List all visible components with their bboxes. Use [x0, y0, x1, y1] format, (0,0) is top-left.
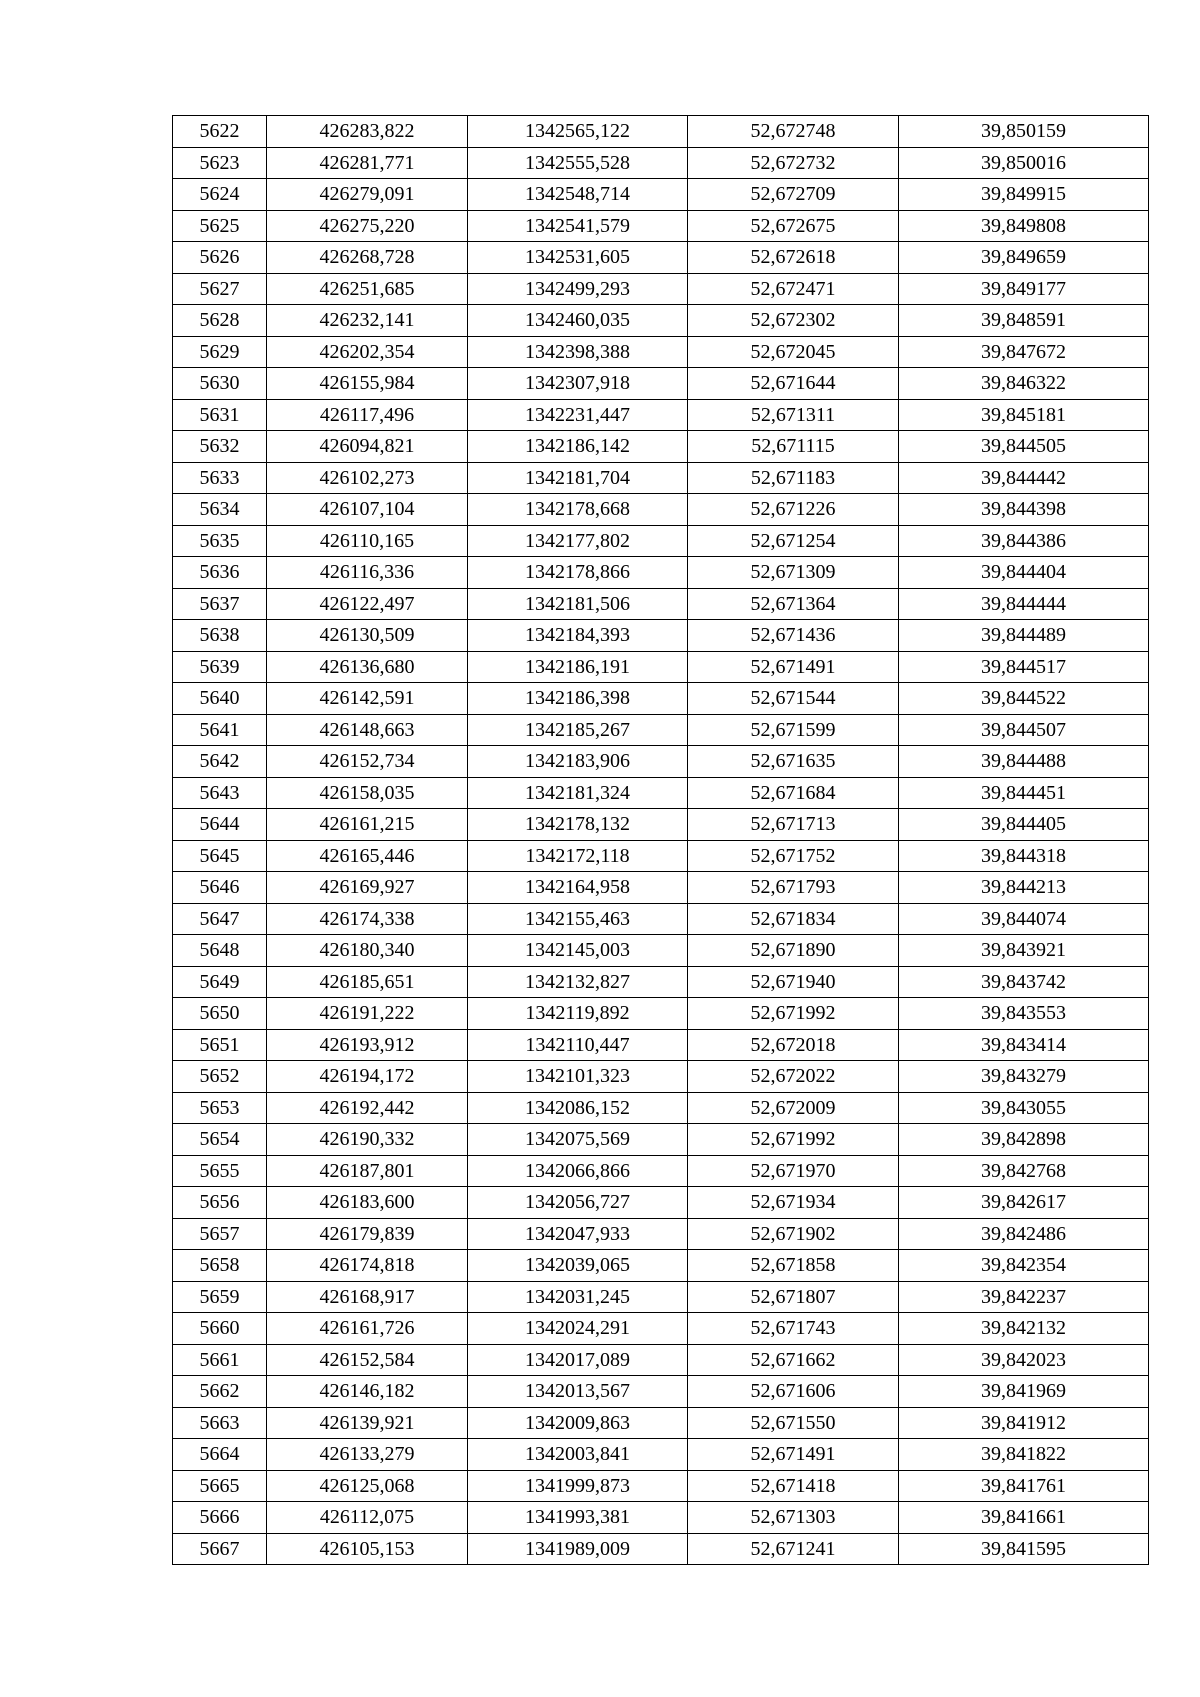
x-coordinate-cell: 426187,801: [267, 1155, 468, 1187]
latitude-cell: 52,671599: [688, 714, 899, 746]
x-coordinate-cell: 426110,165: [267, 525, 468, 557]
table-row: [173, 1092, 1149, 1124]
longitude-cell: 39,842354: [899, 1250, 1149, 1282]
latitude-cell: 52,671311: [688, 399, 899, 431]
x-coordinate-cell: 426251,685: [267, 273, 468, 305]
point-number-cell: 5629: [173, 336, 267, 368]
point-number-cell: 5666: [173, 1502, 267, 1534]
x-coordinate-cell: 426174,818: [267, 1250, 468, 1282]
y-coordinate-cell: 1342460,035: [468, 305, 688, 337]
point-number-cell: 5658: [173, 1250, 267, 1282]
latitude-cell: 52,671713: [688, 809, 899, 841]
y-coordinate-cell: 1342031,245: [468, 1281, 688, 1313]
y-coordinate-cell: 1342017,089: [468, 1344, 688, 1376]
point-number-cell: 5639: [173, 651, 267, 683]
point-number-cell: 5628: [173, 305, 267, 337]
y-coordinate-cell: 1342186,142: [468, 431, 688, 463]
longitude-cell: 39,844442: [899, 462, 1149, 494]
latitude-cell: 52,671550: [688, 1407, 899, 1439]
y-coordinate-cell: 1342039,065: [468, 1250, 688, 1282]
longitude-cell: 39,843414: [899, 1029, 1149, 1061]
y-coordinate-cell: 1342565,122: [468, 116, 688, 148]
point-number-cell: 5662: [173, 1376, 267, 1408]
table-row: [173, 1250, 1149, 1282]
x-coordinate-cell: 426191,222: [267, 998, 468, 1030]
x-coordinate-cell: 426183,600: [267, 1187, 468, 1219]
latitude-cell: 52,671254: [688, 525, 899, 557]
table-row: [173, 935, 1149, 967]
point-number-cell: 5661: [173, 1344, 267, 1376]
longitude-cell: 39,844507: [899, 714, 1149, 746]
longitude-cell: 39,843055: [899, 1092, 1149, 1124]
table-row: [173, 840, 1149, 872]
y-coordinate-cell: 1342231,447: [468, 399, 688, 431]
table-row: [173, 179, 1149, 211]
y-coordinate-cell: 1342178,668: [468, 494, 688, 526]
x-coordinate-cell: 426122,497: [267, 588, 468, 620]
y-coordinate-cell: 1342555,528: [468, 147, 688, 179]
x-coordinate-cell: 426165,446: [267, 840, 468, 872]
longitude-cell: 39,841969: [899, 1376, 1149, 1408]
point-number-cell: 5665: [173, 1470, 267, 1502]
point-number-cell: 5655: [173, 1155, 267, 1187]
point-number-cell: 5647: [173, 903, 267, 935]
latitude-cell: 52,671226: [688, 494, 899, 526]
y-coordinate-cell: 1342499,293: [468, 273, 688, 305]
latitude-cell: 52,671436: [688, 620, 899, 652]
table-row: [173, 1281, 1149, 1313]
longitude-cell: 39,844398: [899, 494, 1149, 526]
y-coordinate-cell: 1342056,727: [468, 1187, 688, 1219]
table-row: [173, 1155, 1149, 1187]
x-coordinate-cell: 426179,839: [267, 1218, 468, 1250]
table-row: [173, 872, 1149, 904]
x-coordinate-cell: 426279,091: [267, 179, 468, 211]
longitude-cell: 39,844074: [899, 903, 1149, 935]
longitude-cell: 39,844404: [899, 557, 1149, 589]
point-number-cell: 5626: [173, 242, 267, 274]
latitude-cell: 52,672748: [688, 116, 899, 148]
point-number-cell: 5646: [173, 872, 267, 904]
x-coordinate-cell: 426125,068: [267, 1470, 468, 1502]
longitude-cell: 39,849659: [899, 242, 1149, 274]
longitude-cell: 39,843742: [899, 966, 1149, 998]
latitude-cell: 52,671544: [688, 683, 899, 715]
y-coordinate-cell: 1342186,398: [468, 683, 688, 715]
y-coordinate-cell: 1342178,132: [468, 809, 688, 841]
point-number-cell: 5631: [173, 399, 267, 431]
y-coordinate-cell: 1342024,291: [468, 1313, 688, 1345]
y-coordinate-cell: 1342164,958: [468, 872, 688, 904]
point-number-cell: 5637: [173, 588, 267, 620]
y-coordinate-cell: 1341993,381: [468, 1502, 688, 1534]
longitude-cell: 39,844318: [899, 840, 1149, 872]
y-coordinate-cell: 1342178,866: [468, 557, 688, 589]
table-row: [173, 1124, 1149, 1156]
point-number-cell: 5622: [173, 116, 267, 148]
y-coordinate-cell: 1342181,324: [468, 777, 688, 809]
y-coordinate-cell: 1342013,567: [468, 1376, 688, 1408]
latitude-cell: 52,672045: [688, 336, 899, 368]
table-row: [173, 714, 1149, 746]
latitude-cell: 52,671890: [688, 935, 899, 967]
longitude-cell: 39,846322: [899, 368, 1149, 400]
point-number-cell: 5664: [173, 1439, 267, 1471]
point-number-cell: 5648: [173, 935, 267, 967]
x-coordinate-cell: 426152,734: [267, 746, 468, 778]
table-row: [173, 1187, 1149, 1219]
point-number-cell: 5663: [173, 1407, 267, 1439]
y-coordinate-cell: 1342066,866: [468, 1155, 688, 1187]
longitude-cell: 39,845181: [899, 399, 1149, 431]
y-coordinate-cell: 1342132,827: [468, 966, 688, 998]
y-coordinate-cell: 1342307,918: [468, 368, 688, 400]
point-number-cell: 5635: [173, 525, 267, 557]
table-row: [173, 998, 1149, 1030]
latitude-cell: 52,671970: [688, 1155, 899, 1187]
x-coordinate-cell: 426180,340: [267, 935, 468, 967]
longitude-cell: 39,850159: [899, 116, 1149, 148]
latitude-cell: 52,671684: [688, 777, 899, 809]
table-row: [173, 1470, 1149, 1502]
longitude-cell: 39,842132: [899, 1313, 1149, 1345]
point-number-cell: 5653: [173, 1092, 267, 1124]
table-row: [173, 588, 1149, 620]
latitude-cell: 52,671834: [688, 903, 899, 935]
latitude-cell: 52,672302: [688, 305, 899, 337]
longitude-cell: 39,848591: [899, 305, 1149, 337]
y-coordinate-cell: 1342086,152: [468, 1092, 688, 1124]
latitude-cell: 52,671309: [688, 557, 899, 589]
longitude-cell: 39,842768: [899, 1155, 1149, 1187]
latitude-cell: 52,672675: [688, 210, 899, 242]
y-coordinate-cell: 1342009,863: [468, 1407, 688, 1439]
table-row: [173, 525, 1149, 557]
latitude-cell: 52,671303: [688, 1502, 899, 1534]
coordinates-table-body: [173, 116, 1149, 1565]
table-row: [173, 746, 1149, 778]
table-row: [173, 1533, 1149, 1565]
latitude-cell: 52,671752: [688, 840, 899, 872]
x-coordinate-cell: 426283,822: [267, 116, 468, 148]
longitude-cell: 39,844386: [899, 525, 1149, 557]
table-row: [173, 651, 1149, 683]
longitude-cell: 39,841822: [899, 1439, 1149, 1471]
longitude-cell: 39,844489: [899, 620, 1149, 652]
latitude-cell: 52,671992: [688, 998, 899, 1030]
table-row: [173, 116, 1149, 148]
table-row: [173, 242, 1149, 274]
point-number-cell: 5624: [173, 179, 267, 211]
x-coordinate-cell: 426202,354: [267, 336, 468, 368]
point-number-cell: 5649: [173, 966, 267, 998]
x-coordinate-cell: 426161,215: [267, 809, 468, 841]
longitude-cell: 39,841761: [899, 1470, 1149, 1502]
longitude-cell: 39,844505: [899, 431, 1149, 463]
latitude-cell: 52,671115: [688, 431, 899, 463]
longitude-cell: 39,842023: [899, 1344, 1149, 1376]
x-coordinate-cell: 426169,927: [267, 872, 468, 904]
table-row: [173, 1061, 1149, 1093]
longitude-cell: 39,843921: [899, 935, 1149, 967]
table-row: [173, 620, 1149, 652]
table-row: [173, 557, 1149, 589]
point-number-cell: 5625: [173, 210, 267, 242]
x-coordinate-cell: 426139,921: [267, 1407, 468, 1439]
latitude-cell: 52,671902: [688, 1218, 899, 1250]
latitude-cell: 52,671793: [688, 872, 899, 904]
point-number-cell: 5659: [173, 1281, 267, 1313]
latitude-cell: 52,672022: [688, 1061, 899, 1093]
latitude-cell: 52,671644: [688, 368, 899, 400]
x-coordinate-cell: 426105,153: [267, 1533, 468, 1565]
latitude-cell: 52,672471: [688, 273, 899, 305]
longitude-cell: 39,841595: [899, 1533, 1149, 1565]
x-coordinate-cell: 426268,728: [267, 242, 468, 274]
y-coordinate-cell: 1342184,393: [468, 620, 688, 652]
table-row: [173, 683, 1149, 715]
point-number-cell: 5667: [173, 1533, 267, 1565]
x-coordinate-cell: 426192,442: [267, 1092, 468, 1124]
x-coordinate-cell: 426133,279: [267, 1439, 468, 1471]
point-number-cell: 5644: [173, 809, 267, 841]
x-coordinate-cell: 426185,651: [267, 966, 468, 998]
x-coordinate-cell: 426136,680: [267, 651, 468, 683]
latitude-cell: 52,671934: [688, 1187, 899, 1219]
latitude-cell: 52,671183: [688, 462, 899, 494]
point-number-cell: 5656: [173, 1187, 267, 1219]
coordinates-table: [172, 115, 1149, 1565]
longitude-cell: 39,849808: [899, 210, 1149, 242]
x-coordinate-cell: 426152,584: [267, 1344, 468, 1376]
table-row: [173, 1313, 1149, 1345]
point-number-cell: 5638: [173, 620, 267, 652]
table-row: [173, 399, 1149, 431]
point-number-cell: 5636: [173, 557, 267, 589]
longitude-cell: 39,844451: [899, 777, 1149, 809]
longitude-cell: 39,842237: [899, 1281, 1149, 1313]
x-coordinate-cell: 426142,591: [267, 683, 468, 715]
point-number-cell: 5640: [173, 683, 267, 715]
x-coordinate-cell: 426194,172: [267, 1061, 468, 1093]
x-coordinate-cell: 426148,663: [267, 714, 468, 746]
table-row: [173, 462, 1149, 494]
point-number-cell: 5652: [173, 1061, 267, 1093]
longitude-cell: 39,844517: [899, 651, 1149, 683]
point-number-cell: 5645: [173, 840, 267, 872]
x-coordinate-cell: 426102,273: [267, 462, 468, 494]
longitude-cell: 39,844405: [899, 809, 1149, 841]
x-coordinate-cell: 426168,917: [267, 1281, 468, 1313]
longitude-cell: 39,849177: [899, 273, 1149, 305]
x-coordinate-cell: 426158,035: [267, 777, 468, 809]
y-coordinate-cell: 1342183,906: [468, 746, 688, 778]
point-number-cell: 5651: [173, 1029, 267, 1061]
longitude-cell: 39,844522: [899, 683, 1149, 715]
longitude-cell: 39,841661: [899, 1502, 1149, 1534]
point-number-cell: 5660: [173, 1313, 267, 1345]
y-coordinate-cell: 1341999,873: [468, 1470, 688, 1502]
x-coordinate-cell: 426116,336: [267, 557, 468, 589]
x-coordinate-cell: 426094,821: [267, 431, 468, 463]
latitude-cell: 52,671807: [688, 1281, 899, 1313]
x-coordinate-cell: 426130,509: [267, 620, 468, 652]
table-row: [173, 431, 1149, 463]
y-coordinate-cell: 1342186,191: [468, 651, 688, 683]
y-coordinate-cell: 1342177,802: [468, 525, 688, 557]
latitude-cell: 52,671491: [688, 1439, 899, 1471]
longitude-cell: 39,847672: [899, 336, 1149, 368]
point-number-cell: 5633: [173, 462, 267, 494]
table-row: [173, 1344, 1149, 1376]
y-coordinate-cell: 1342531,605: [468, 242, 688, 274]
table-row: [173, 336, 1149, 368]
latitude-cell: 52,671241: [688, 1533, 899, 1565]
longitude-cell: 39,850016: [899, 147, 1149, 179]
longitude-cell: 39,849915: [899, 179, 1149, 211]
latitude-cell: 52,671491: [688, 651, 899, 683]
table-row: [173, 210, 1149, 242]
y-coordinate-cell: 1342101,323: [468, 1061, 688, 1093]
point-number-cell: 5641: [173, 714, 267, 746]
table-row: [173, 809, 1149, 841]
longitude-cell: 39,841912: [899, 1407, 1149, 1439]
y-coordinate-cell: 1342119,892: [468, 998, 688, 1030]
y-coordinate-cell: 1342110,447: [468, 1029, 688, 1061]
table-row: [173, 1376, 1149, 1408]
table-row: [173, 1218, 1149, 1250]
latitude-cell: 52,672732: [688, 147, 899, 179]
x-coordinate-cell: 426193,912: [267, 1029, 468, 1061]
x-coordinate-cell: 426190,332: [267, 1124, 468, 1156]
longitude-cell: 39,842486: [899, 1218, 1149, 1250]
y-coordinate-cell: 1342185,267: [468, 714, 688, 746]
y-coordinate-cell: 1342145,003: [468, 935, 688, 967]
latitude-cell: 52,672709: [688, 179, 899, 211]
point-number-cell: 5657: [173, 1218, 267, 1250]
table-row: [173, 494, 1149, 526]
y-coordinate-cell: 1341989,009: [468, 1533, 688, 1565]
point-number-cell: 5630: [173, 368, 267, 400]
x-coordinate-cell: 426146,182: [267, 1376, 468, 1408]
point-number-cell: 5650: [173, 998, 267, 1030]
table-row: [173, 1407, 1149, 1439]
longitude-cell: 39,844213: [899, 872, 1149, 904]
longitude-cell: 39,842617: [899, 1187, 1149, 1219]
latitude-cell: 52,672018: [688, 1029, 899, 1061]
y-coordinate-cell: 1342548,714: [468, 179, 688, 211]
latitude-cell: 52,672009: [688, 1092, 899, 1124]
point-number-cell: 5643: [173, 777, 267, 809]
point-number-cell: 5632: [173, 431, 267, 463]
longitude-cell: 39,842898: [899, 1124, 1149, 1156]
x-coordinate-cell: 426155,984: [267, 368, 468, 400]
latitude-cell: 52,671992: [688, 1124, 899, 1156]
point-number-cell: 5654: [173, 1124, 267, 1156]
point-number-cell: 5642: [173, 746, 267, 778]
y-coordinate-cell: 1342155,463: [468, 903, 688, 935]
x-coordinate-cell: 426275,220: [267, 210, 468, 242]
point-number-cell: 5634: [173, 494, 267, 526]
longitude-cell: 39,843553: [899, 998, 1149, 1030]
latitude-cell: 52,671364: [688, 588, 899, 620]
latitude-cell: 52,671940: [688, 966, 899, 998]
y-coordinate-cell: 1342181,704: [468, 462, 688, 494]
table-row: [173, 147, 1149, 179]
table-row: [173, 1029, 1149, 1061]
x-coordinate-cell: 426174,338: [267, 903, 468, 935]
table-row: [173, 1439, 1149, 1471]
y-coordinate-cell: 1342075,569: [468, 1124, 688, 1156]
table-row: [173, 305, 1149, 337]
x-coordinate-cell: 426112,075: [267, 1502, 468, 1534]
point-number-cell: 5627: [173, 273, 267, 305]
table-row: [173, 368, 1149, 400]
latitude-cell: 52,671635: [688, 746, 899, 778]
table-row: [173, 903, 1149, 935]
latitude-cell: 52,672618: [688, 242, 899, 274]
table-row: [173, 1502, 1149, 1534]
y-coordinate-cell: 1342541,579: [468, 210, 688, 242]
latitude-cell: 52,671418: [688, 1470, 899, 1502]
table-row: [173, 966, 1149, 998]
x-coordinate-cell: 426107,104: [267, 494, 468, 526]
y-coordinate-cell: 1342003,841: [468, 1439, 688, 1471]
x-coordinate-cell: 426232,141: [267, 305, 468, 337]
x-coordinate-cell: 426117,496: [267, 399, 468, 431]
point-number-cell: 5623: [173, 147, 267, 179]
latitude-cell: 52,671606: [688, 1376, 899, 1408]
y-coordinate-cell: 1342172,118: [468, 840, 688, 872]
y-coordinate-cell: 1342181,506: [468, 588, 688, 620]
y-coordinate-cell: 1342398,388: [468, 336, 688, 368]
latitude-cell: 52,671858: [688, 1250, 899, 1282]
longitude-cell: 39,844444: [899, 588, 1149, 620]
latitude-cell: 52,671743: [688, 1313, 899, 1345]
y-coordinate-cell: 1342047,933: [468, 1218, 688, 1250]
table-row: [173, 777, 1149, 809]
latitude-cell: 52,671662: [688, 1344, 899, 1376]
longitude-cell: 39,844488: [899, 746, 1149, 778]
x-coordinate-cell: 426161,726: [267, 1313, 468, 1345]
longitude-cell: 39,843279: [899, 1061, 1149, 1093]
x-coordinate-cell: 426281,771: [267, 147, 468, 179]
table-row: [173, 273, 1149, 305]
